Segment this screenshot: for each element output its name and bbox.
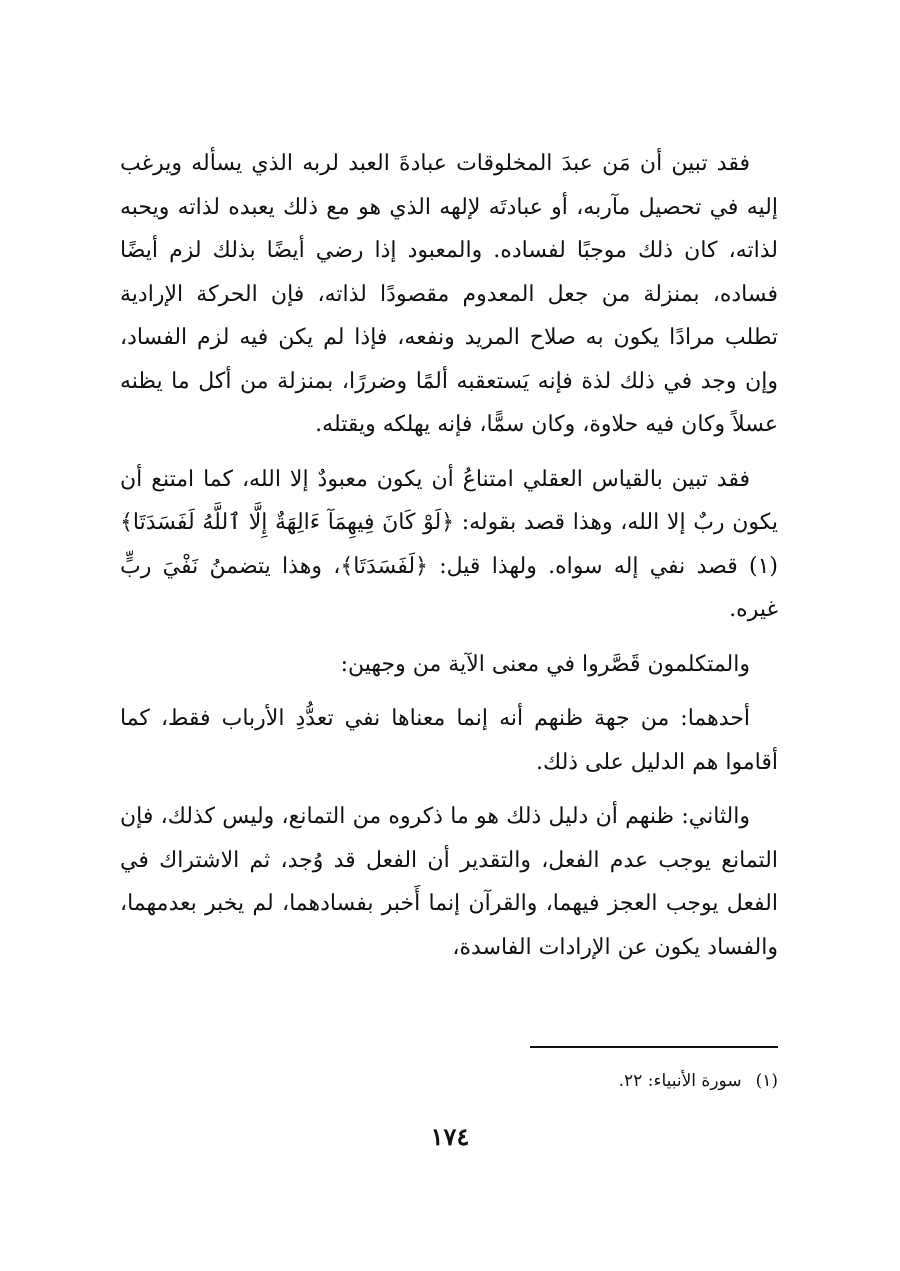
paragraph-1: فقد تبين أن مَن عبدَ المخلوقات عبادةَ العبد لربه الذي يسأله ويرغب إليه في تحصيل مآربه، أو عبادتَه لإلهه الذي هو مع ذلك يعبده لذاته ويحبه لذاته، كان ذلك موجبًا لفساده. والمعبود إذا رضي أيضًا بذلك لزم أيضًا فساده، بمنزلة من جعل المعدوم مقصودًا لذاته، فإن الحركة الإرادية تطلب مرادًا يكون به صلاح المريد ونفعه، فإذا لم يكن فيه لزم الفساد، وإن وجد في ذلك لذة فإنه يَستعقبه ألمًا وضررًا، بمنزلة من أكل ما يظنه عسلاً وكان فيه حلاوة، وكان سمًّا، فإنه يهلكه ويقتله. (120, 151, 778, 437)
main-text (120, 142, 778, 980)
footnote (120, 1068, 778, 1094)
footnote-number: (١) (755, 1071, 778, 1091)
page-number: ١٧٤ (430, 1122, 470, 1151)
footnote-text: سورة الأنبياء: ٢٢. (618, 1071, 742, 1091)
paragraph-5: والثاني: ظنهم أن دليل ذلك هو ما ذكروه من التمانع، وليس كذلك، فإن التمانع يوجب عدم الفعل، والتقدير أن الفعل قد وُجد، ثم الاشتراك في الفعل يوجب العجز فيهما، والقرآن إنما أَخبر بفسادهما، لم يخبر بعدمهما، والفساد يكون عن الإرادات الفاسدة، (120, 804, 778, 960)
footnote-separator (530, 1046, 778, 1048)
paragraph-3: والمتكلمون قَصَّروا في معنى الآية من وجهين: (340, 651, 750, 677)
paragraph-4: أحدهما: من جهة ظنهم أنه إنما معناها نفي تعدُّدِ الأرباب فقط، كما أقاموا هم الدليل على ذلك. (120, 706, 778, 775)
paragraph-2: فقد تبين بالقياس العقلي امتناعُ أن يكون معبودٌ إلا الله، كما امتنع أن يكون ربٌ إلا الله، وهذا قصد بقوله: ﴿لَوْ كَانَ فِيهِمَآ ءَالِهَةٌ إِلَّا ٱللَّهُ لَفَسَدَتَا﴾(١) قصد نفي إله سواه. ولهذا قيل: ﴿لَفَسَدَتَا﴾، وهذا يتضمنُ نَفْيَ ربٍّ غيره. (120, 466, 778, 622)
